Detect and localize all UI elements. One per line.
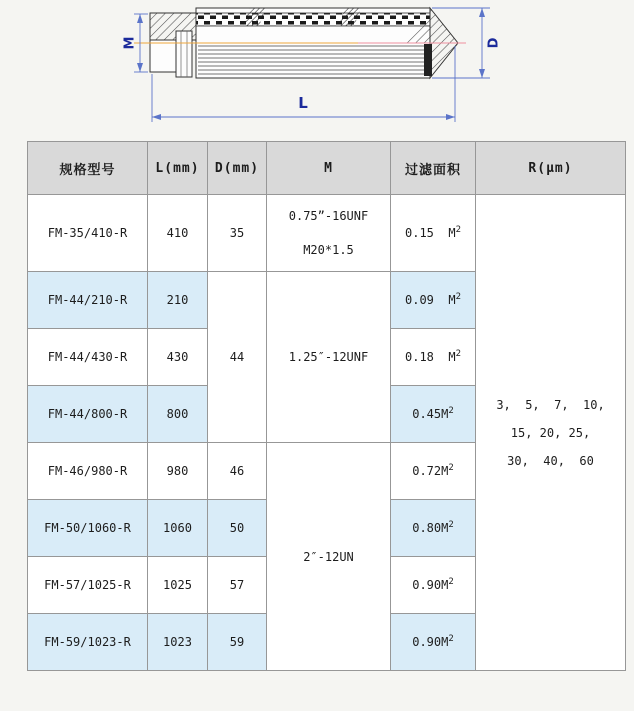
l-cell: 430 xyxy=(148,329,208,386)
model-cell: FM-59/1023-R xyxy=(28,614,148,671)
l-cell: 980 xyxy=(148,443,208,500)
model-cell: FM-46/980-R xyxy=(28,443,148,500)
l-cell: 1060 xyxy=(148,500,208,557)
left-fitting xyxy=(150,13,198,77)
d-cell-merged: 44 xyxy=(208,272,267,443)
d-cell: 50 xyxy=(208,500,267,557)
spec-table xyxy=(27,141,626,671)
r-line: 3, 5, 7, 10, xyxy=(496,397,605,412)
area-cell: $0.45M^2$ xyxy=(391,386,476,443)
header-l: L(mm) xyxy=(148,142,208,195)
square-sup: 2 xyxy=(448,463,454,473)
arrowhead xyxy=(137,63,143,72)
l-cell: 410 xyxy=(148,195,208,272)
arrowhead xyxy=(479,69,485,78)
arrowhead xyxy=(446,114,455,120)
arrowhead xyxy=(152,114,161,120)
model-cell: FM-35/410-R xyxy=(28,195,148,272)
model-cell: FM-44/430-R xyxy=(28,329,148,386)
header-model: 规格型号 xyxy=(28,142,148,195)
area-cell: $0.80M^2$ xyxy=(391,500,476,557)
area-cell: 0.15 $M^2$ xyxy=(391,195,476,272)
model-cell: FM-44/800-R xyxy=(28,386,148,443)
l-cell: 210 xyxy=(148,272,208,329)
header-row xyxy=(28,142,626,195)
model-cell: FM-44/210-R xyxy=(28,272,148,329)
area-cell: $0.90M^2$ xyxy=(391,557,476,614)
d-cell: 35 xyxy=(208,195,267,272)
area-cell: 0.09 $M^2$ xyxy=(391,272,476,329)
square-sup: 2 xyxy=(455,292,461,302)
header-m: M xyxy=(267,142,391,195)
d-cell: 46 xyxy=(208,443,267,500)
arrowhead xyxy=(137,14,143,23)
dim-label-l: L xyxy=(298,94,308,112)
arrowhead xyxy=(479,8,485,17)
dim-label-d: D xyxy=(486,37,502,49)
square-sup: 2 xyxy=(455,225,461,235)
d-cell: 57 xyxy=(208,557,267,614)
square-sup: 2 xyxy=(448,634,454,644)
square-sup: 2 xyxy=(448,577,454,587)
square-sup: 2 xyxy=(448,406,454,416)
square-sup: 2 xyxy=(448,520,454,530)
r-line: 30, 40, 60 xyxy=(507,453,594,468)
l-cell: 800 xyxy=(148,386,208,443)
header-d: D(mm) xyxy=(208,142,267,195)
m-cell-merged: 1.25″-12UNF xyxy=(267,272,391,443)
area-cell: $0.72M^2$ xyxy=(391,443,476,500)
d-cell: 59 xyxy=(208,614,267,671)
thread-spec-line2: M20*1.5 xyxy=(303,243,354,257)
dim-label-m: M xyxy=(122,36,138,50)
model-cell: FM-57/1025-R xyxy=(28,557,148,614)
l-cell: 1023 xyxy=(148,614,208,671)
table-row xyxy=(28,195,626,272)
area-cell: $0.90M^2$ xyxy=(391,614,476,671)
filter-element-diagram xyxy=(0,0,634,138)
r-micron-cell xyxy=(476,195,626,671)
m-cell xyxy=(267,195,391,272)
mesh-band xyxy=(196,13,430,26)
area-cell: 0.18 $M^2$ xyxy=(391,329,476,386)
r-line: 15, 20, 25, xyxy=(510,425,591,440)
technical-drawing xyxy=(0,0,634,138)
m-cell-merged: 2″-12UN xyxy=(267,443,391,671)
thread-spec-line1: 0.75”-16UNF xyxy=(288,209,369,223)
square-sup: 2 xyxy=(455,349,461,359)
header-r: R(μm) xyxy=(476,142,626,195)
model-cell: FM-50/1060-R xyxy=(28,500,148,557)
l-cell: 1025 xyxy=(148,557,208,614)
header-area: 过滤面积 xyxy=(391,142,476,195)
